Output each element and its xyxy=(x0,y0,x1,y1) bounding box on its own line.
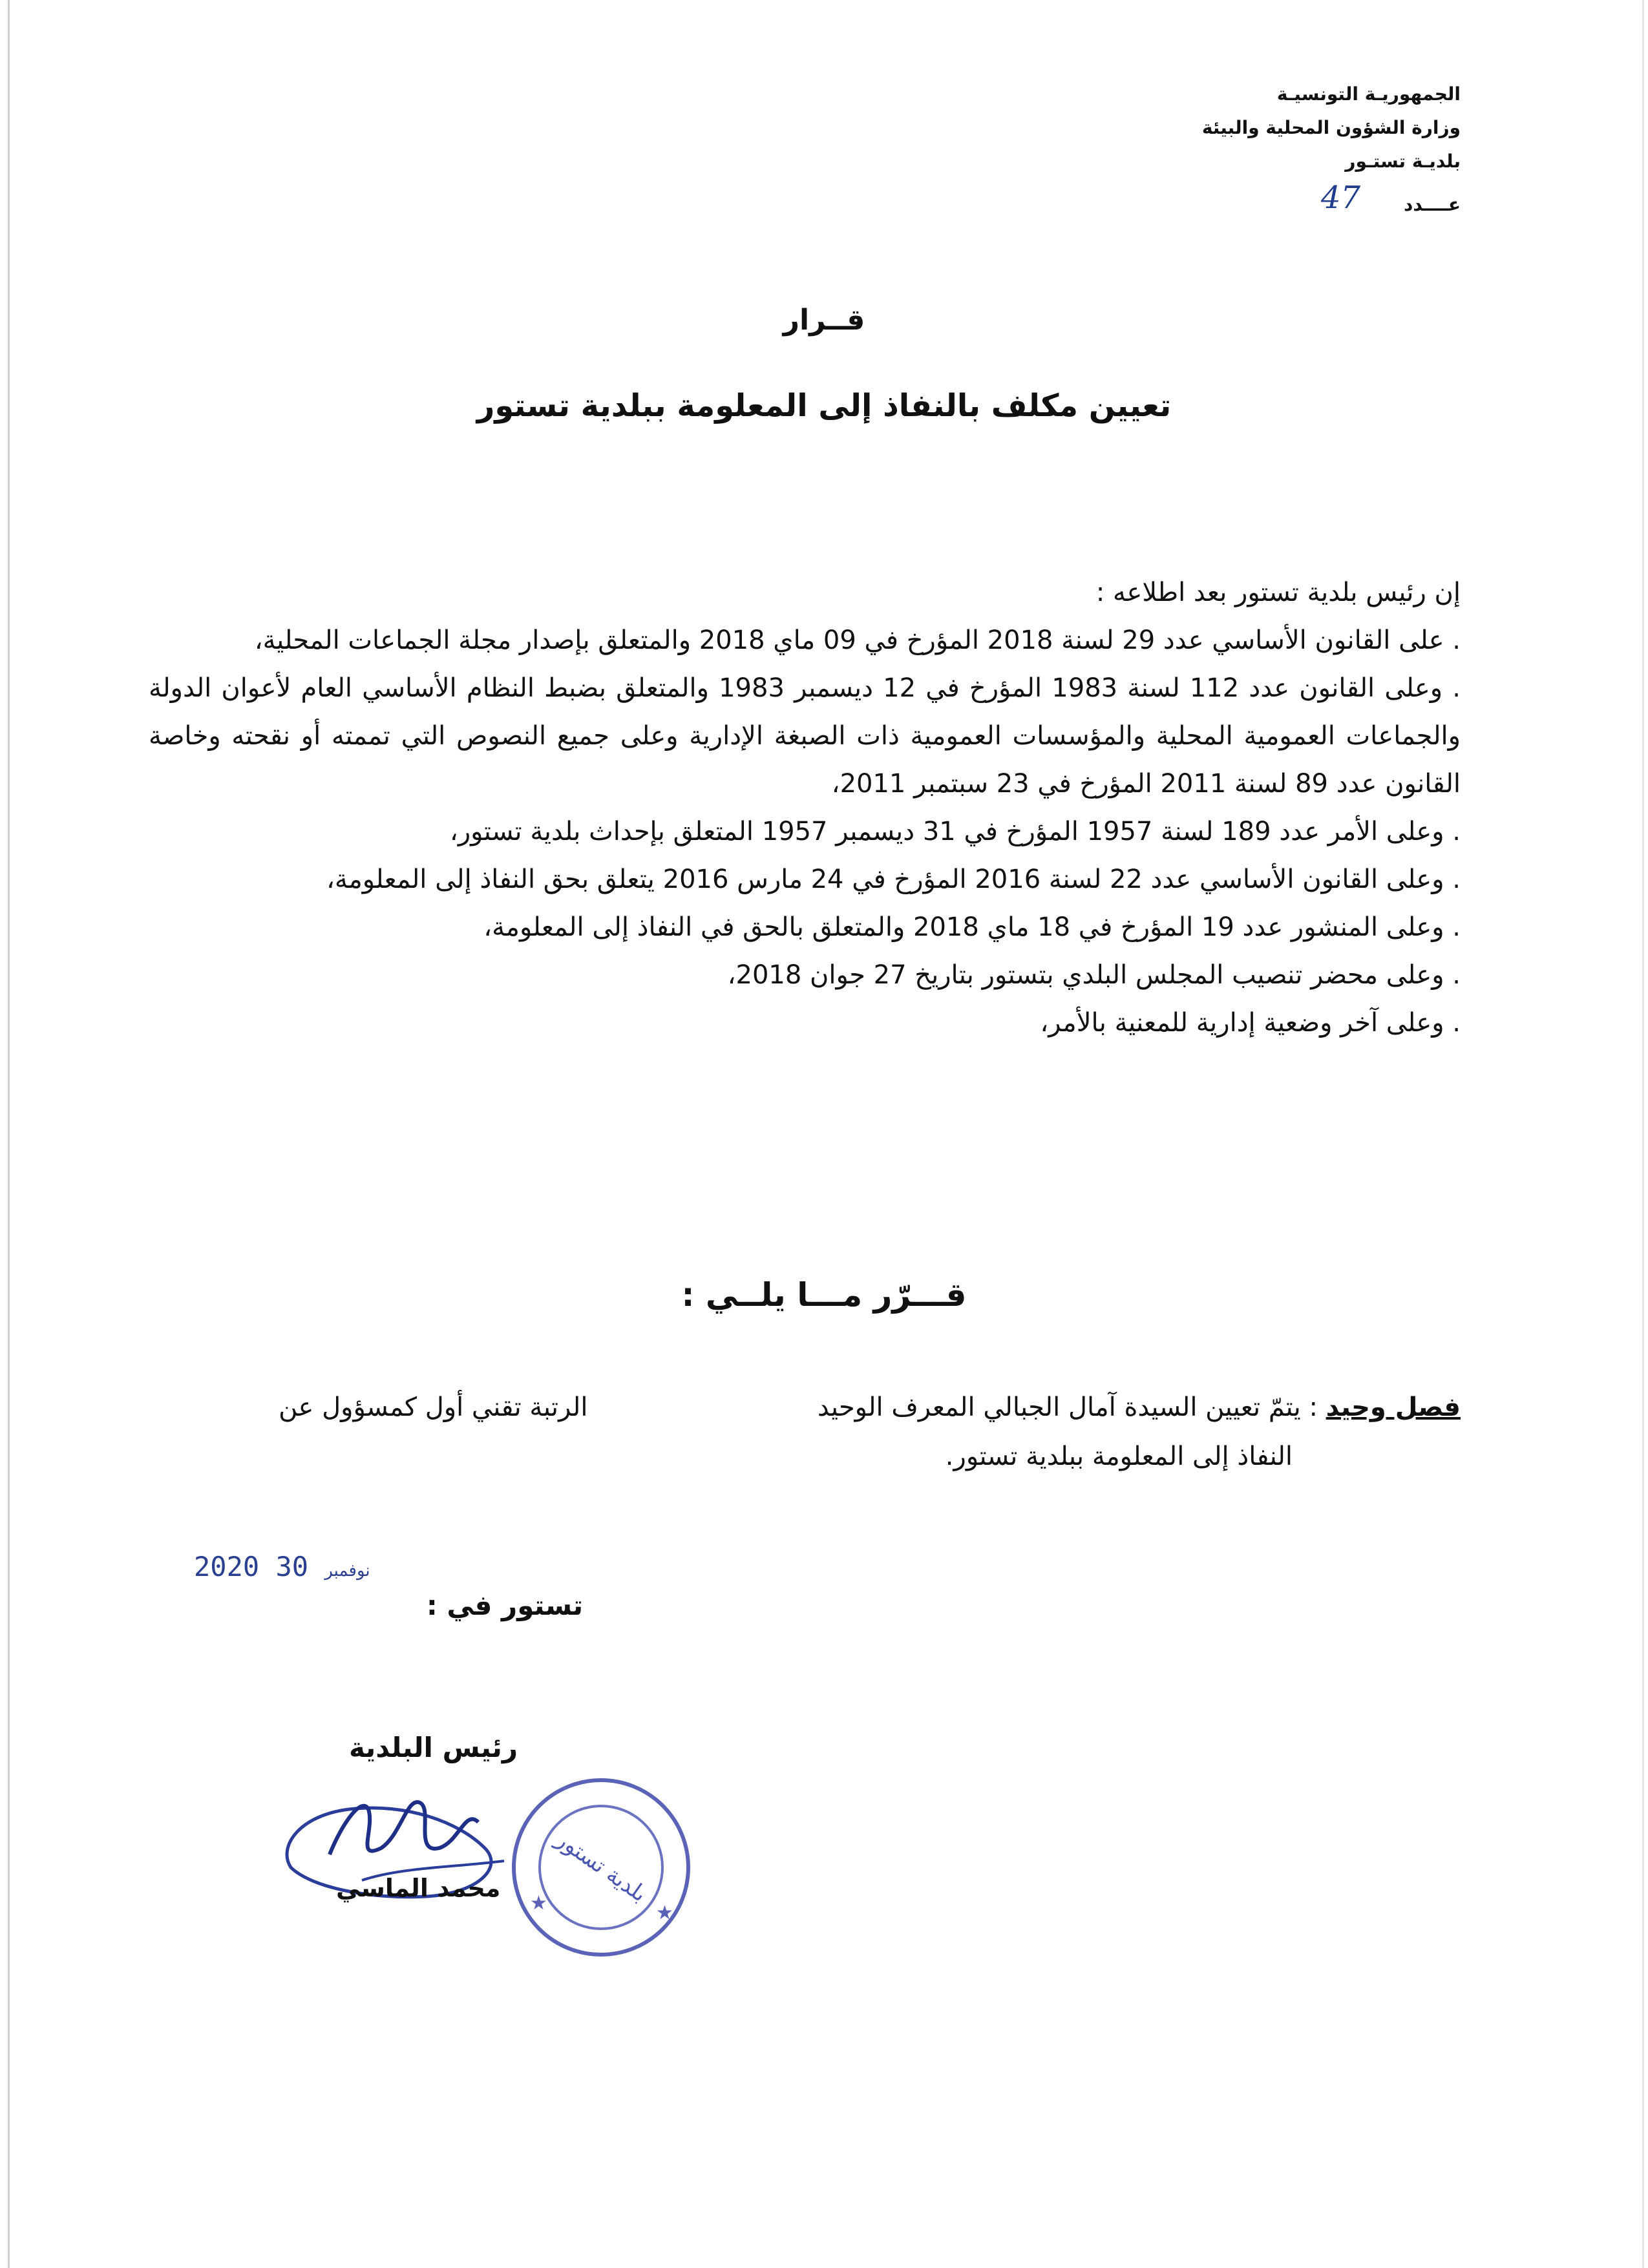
seal-star-icon: ★ xyxy=(656,1902,673,1924)
signer-title: رئيس البلدية xyxy=(349,1732,518,1763)
reference-number xyxy=(1320,180,1461,216)
seal-star-icon: ★ xyxy=(530,1892,547,1915)
single-article xyxy=(149,1383,1461,1481)
stamp-year: 2020 xyxy=(194,1551,260,1582)
preamble-item: . على القانون الأساسي عدد 29 لسنة 2018 المؤرخ في 09 ماي 2018 والمتعلق بإصدار مجلة الجماعات المحلية، xyxy=(254,625,1461,655)
official-seal xyxy=(504,1770,698,1964)
preamble-item: . وعلى المنشور عدد 19 المؤرخ في 18 ماي 2018 والمتعلق بالحق في النفاذ إلى المعلومة، xyxy=(483,912,1461,942)
scan-edge-left xyxy=(8,0,10,2268)
date-stamp xyxy=(194,1551,370,1582)
preamble-item: . وعلى محضر تنصيب المجلس البلدي بتستور بتاريخ 27 جوان 2018، xyxy=(727,960,1461,990)
place-date-label: تستور في : xyxy=(427,1590,584,1621)
document-subject: تعيين مكلف بالنفاذ إلى المعلومة ببلدية تستور xyxy=(476,388,1172,424)
scan-edge-right xyxy=(1642,0,1644,2268)
stamp-day: 30 xyxy=(275,1551,309,1582)
municipality-name: بلديـة تستـور xyxy=(1345,151,1461,172)
article-text-part1: : يتمّ تعيين السيدة آمال الجبالي المعرف الوحيد xyxy=(817,1392,1318,1422)
republic-name: الجمهوريـة التونسيـة xyxy=(1276,83,1461,105)
preamble xyxy=(149,569,1461,1047)
article-label: فصل وحيد xyxy=(1326,1392,1461,1422)
preamble-item: . وعلى القانون الأساسي عدد 22 لسنة 2016 المؤرخ في 24 مارس 2016 يتعلق بحق النفاذ إلى المعلومة، xyxy=(326,865,1461,894)
preamble-intro: إن رئيس بلدية تستور بعد اطلاعه : xyxy=(1095,578,1461,607)
stamp-month: نوفمبر xyxy=(324,1561,370,1580)
preamble-item: . وعلى القانون عدد 112 لسنة 1983 المؤرخ في 12 ديسمبر 1983 والمتعلق بضبط النظام الأساسي العام لأعوان الدولة والجماعات العمومية المحلية والمؤسسات العمومية ذات الصبغة الإدارية وعلى جميع النصوص التي تممته أو نقحته وخاصة القانون عدد 89 لسنة 2011 المؤرخ في 23 سبتمبر 2011، xyxy=(149,673,1461,799)
article-text-part2: الرتبة تقني أول كمسؤول عن xyxy=(279,1392,588,1422)
preamble-item: . وعلى الأمر عدد 189 لسنة 1957 المؤرخ في 31 ديسمبر 1957 المتعلق بإحداث بلدية تستور، xyxy=(449,817,1461,846)
ministry-name: وزارة الشؤون المحلية والبيئة xyxy=(1201,117,1461,138)
number-label: عــــدد xyxy=(1404,194,1461,215)
handwritten-number: 47 xyxy=(1320,180,1360,216)
article-text-line2: النفاذ إلى المعلومة ببلدية تستور. xyxy=(945,1442,1293,1471)
signer-name: محمد الماسي xyxy=(336,1874,501,1902)
decision-heading: قـــرّر مـــا يلــي : xyxy=(681,1276,967,1314)
preamble-item: . وعلى آخر وضعية إدارية للمعنية بالأمر، xyxy=(1040,1008,1461,1038)
letterhead xyxy=(1008,78,1461,178)
seal-text: بلدية تستور xyxy=(551,1826,652,1907)
document-title: قــرار xyxy=(783,304,865,337)
